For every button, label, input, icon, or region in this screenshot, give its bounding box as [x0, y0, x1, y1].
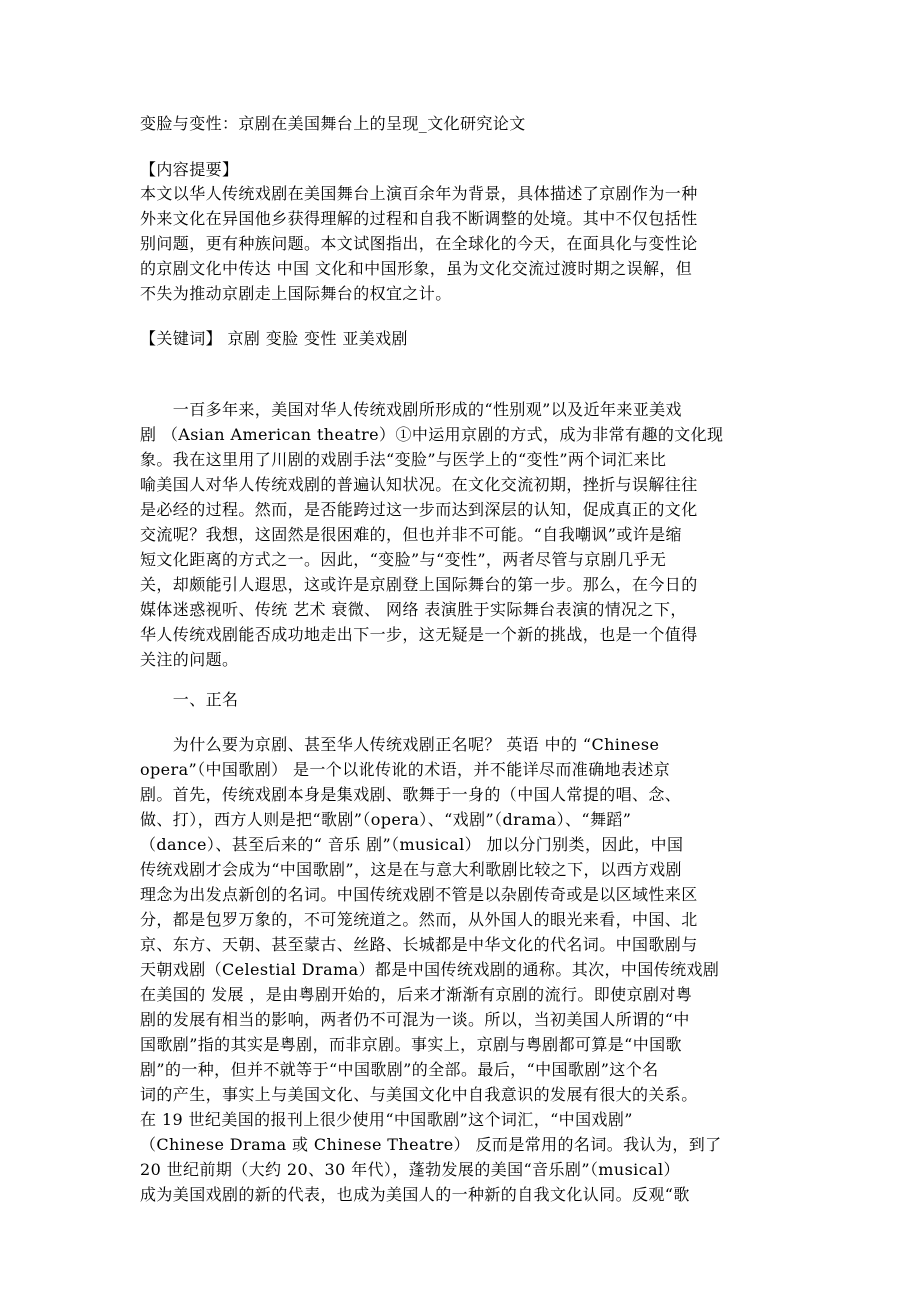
intro-line: 象。我在这里用了川剧的戏剧手法“变脸”与医学上的“变性”两个词汇来比	[140, 450, 667, 469]
abstract-heading: 【内容提要】	[140, 160, 239, 179]
section-line: 在 19 世纪美国的报刊上很少使用“中国歌剧”这个词汇，“中国戏剧”	[140, 1110, 633, 1129]
intro-line: 媒体迷惑视听、传统 艺术 衰微、 网络 表演胜于实际舞台表演的情况之下，	[140, 600, 687, 619]
section-line: 分，都是包罗万象的，不可笼统道之。然而，从外国人的眼光来看，中国、北	[140, 910, 698, 929]
section-line: （dance）、甚至后来的“ 音乐 剧”（musical） 加以分门别类，因此，中国	[140, 835, 684, 854]
section-line: 为什么要为京剧、甚至华人传统戏剧正名呢？ 英语 中的 “Chinese	[140, 735, 660, 754]
abstract-line: 的京剧文化中传达 中国 文化和中国形象，虽为文化交流过渡时期之误解，但	[140, 259, 693, 278]
intro-line: 交流呢？我想，这固然是很困难的，但也并非不可能。“自我嘲讽”或许是缩	[140, 525, 682, 544]
section-line: 在美国的 发展 ，是由粤剧开始的，后来才渐渐有京剧的流行。即使京剧对粤	[140, 985, 693, 1004]
intro-line: 一百多年来，美国对华人传统戏剧所形成的“性别观”以及近年来亚美戏	[140, 400, 682, 419]
section-line: opera”（中国歌剧） 是一个以讹传讹的术语，并不能详尽而准确地表述京	[140, 760, 671, 779]
intro-line: 喻美国人对华人传统戏剧的普遍认知状况。在文化交流初期，挫折与误解往往	[140, 475, 698, 494]
abstract-line: 本文以华人传统戏剧在美国舞台上演百余年为背景，具体描述了京剧作为一种	[140, 184, 698, 203]
intro-line: 华人传统戏剧能否成功地走出下一步，这无疑是一个新的挑战，也是一个值得	[140, 625, 698, 644]
abstract-line: 外来文化在异国他乡获得理解的过程和自我不断调整的处境。其中不仅包括性	[140, 209, 698, 228]
intro-line: 短文化距离的方式之一。因此，“变脸”与“变性”，两者尽管与京剧几乎无	[140, 550, 667, 569]
intro-line: 是必经的过程。然而，是否能跨过这一步而达到深层的认知，促成真正的文化	[140, 500, 698, 519]
section-line: 做、打），西方人则是把“歌剧”（opera）、“戏剧”（drama）、“舞蹈”	[140, 810, 632, 829]
section-line: 理念为出发点新创的名词。中国传统戏剧不管是以杂剧传奇或是以区域性来区	[140, 885, 698, 904]
section-line: 剧”的一种，但并不就等于“中国歌剧”的全部。最后，“中国歌剧”这个名	[140, 1060, 659, 1079]
intro-line: 关，却颇能引人遐思，这或许是京剧登上国际舞台的第一步。那么，在今日的	[140, 575, 698, 594]
section-line: 传统戏剧才会成为“中国歌剧”，这是在与意大利歌剧比较之下，以西方戏剧	[140, 860, 682, 879]
section-line: 词的产生，事实上与美国文化、与美国文化中自我意识的发展有很大的关系。	[140, 1085, 698, 1104]
section-line: 剧的发展有相当的影响，两者仍不可混为一谈。所以，当初美国人所谓的“中	[140, 1010, 690, 1029]
intro-line: 关注的问题。	[140, 650, 239, 669]
section-line: 国歌剧”指的其实是粤剧，而非京剧。事实上，京剧与粤剧都可算是“中国歌	[140, 1035, 682, 1054]
keywords-line: 【关键词】 京剧 变脸 变性 亚美戏剧	[140, 329, 408, 348]
document-title: 变脸与变性：京剧在美国舞台上的呈现_文化研究论文	[140, 114, 526, 133]
section-line: 天朝戏剧（Celestial Drama）都是中国传统戏剧的通称。其次，中国传统戏剧	[140, 960, 720, 979]
section-line: 京、东方、天朝、甚至蒙古、丝路、长城都是中华文化的代名词。中国歌剧与	[140, 935, 698, 954]
section-line: 成为美国戏剧的新的代表，也成为美国人的一种新的自我文化认同。反观“歌	[140, 1185, 690, 1204]
section-line: 剧。首先，传统戏剧本身是集戏剧、歌舞于一身的（中国人常提的唱、念、	[140, 785, 682, 804]
section-line: （Chinese Drama 或 Chinese Theatre） 反而是常用的名词。我认为，到了	[140, 1135, 722, 1154]
section-line: 20 世纪前期（大约 20、30 年代），蓬勃发展的美国“音乐剧”（musical）	[140, 1160, 680, 1179]
abstract-line: 不失为推动京剧走上国际舞台的权宜之计。	[140, 284, 452, 303]
abstract-line: 别问题，更有种族问题。本文试图指出，在全球化的今天，在面具化与变性论	[140, 234, 698, 253]
intro-line: 剧 （Asian American theatre）①中运用京剧的方式，成为非常有趣的文化现	[140, 425, 724, 444]
section-heading: 一、正名	[140, 690, 239, 709]
